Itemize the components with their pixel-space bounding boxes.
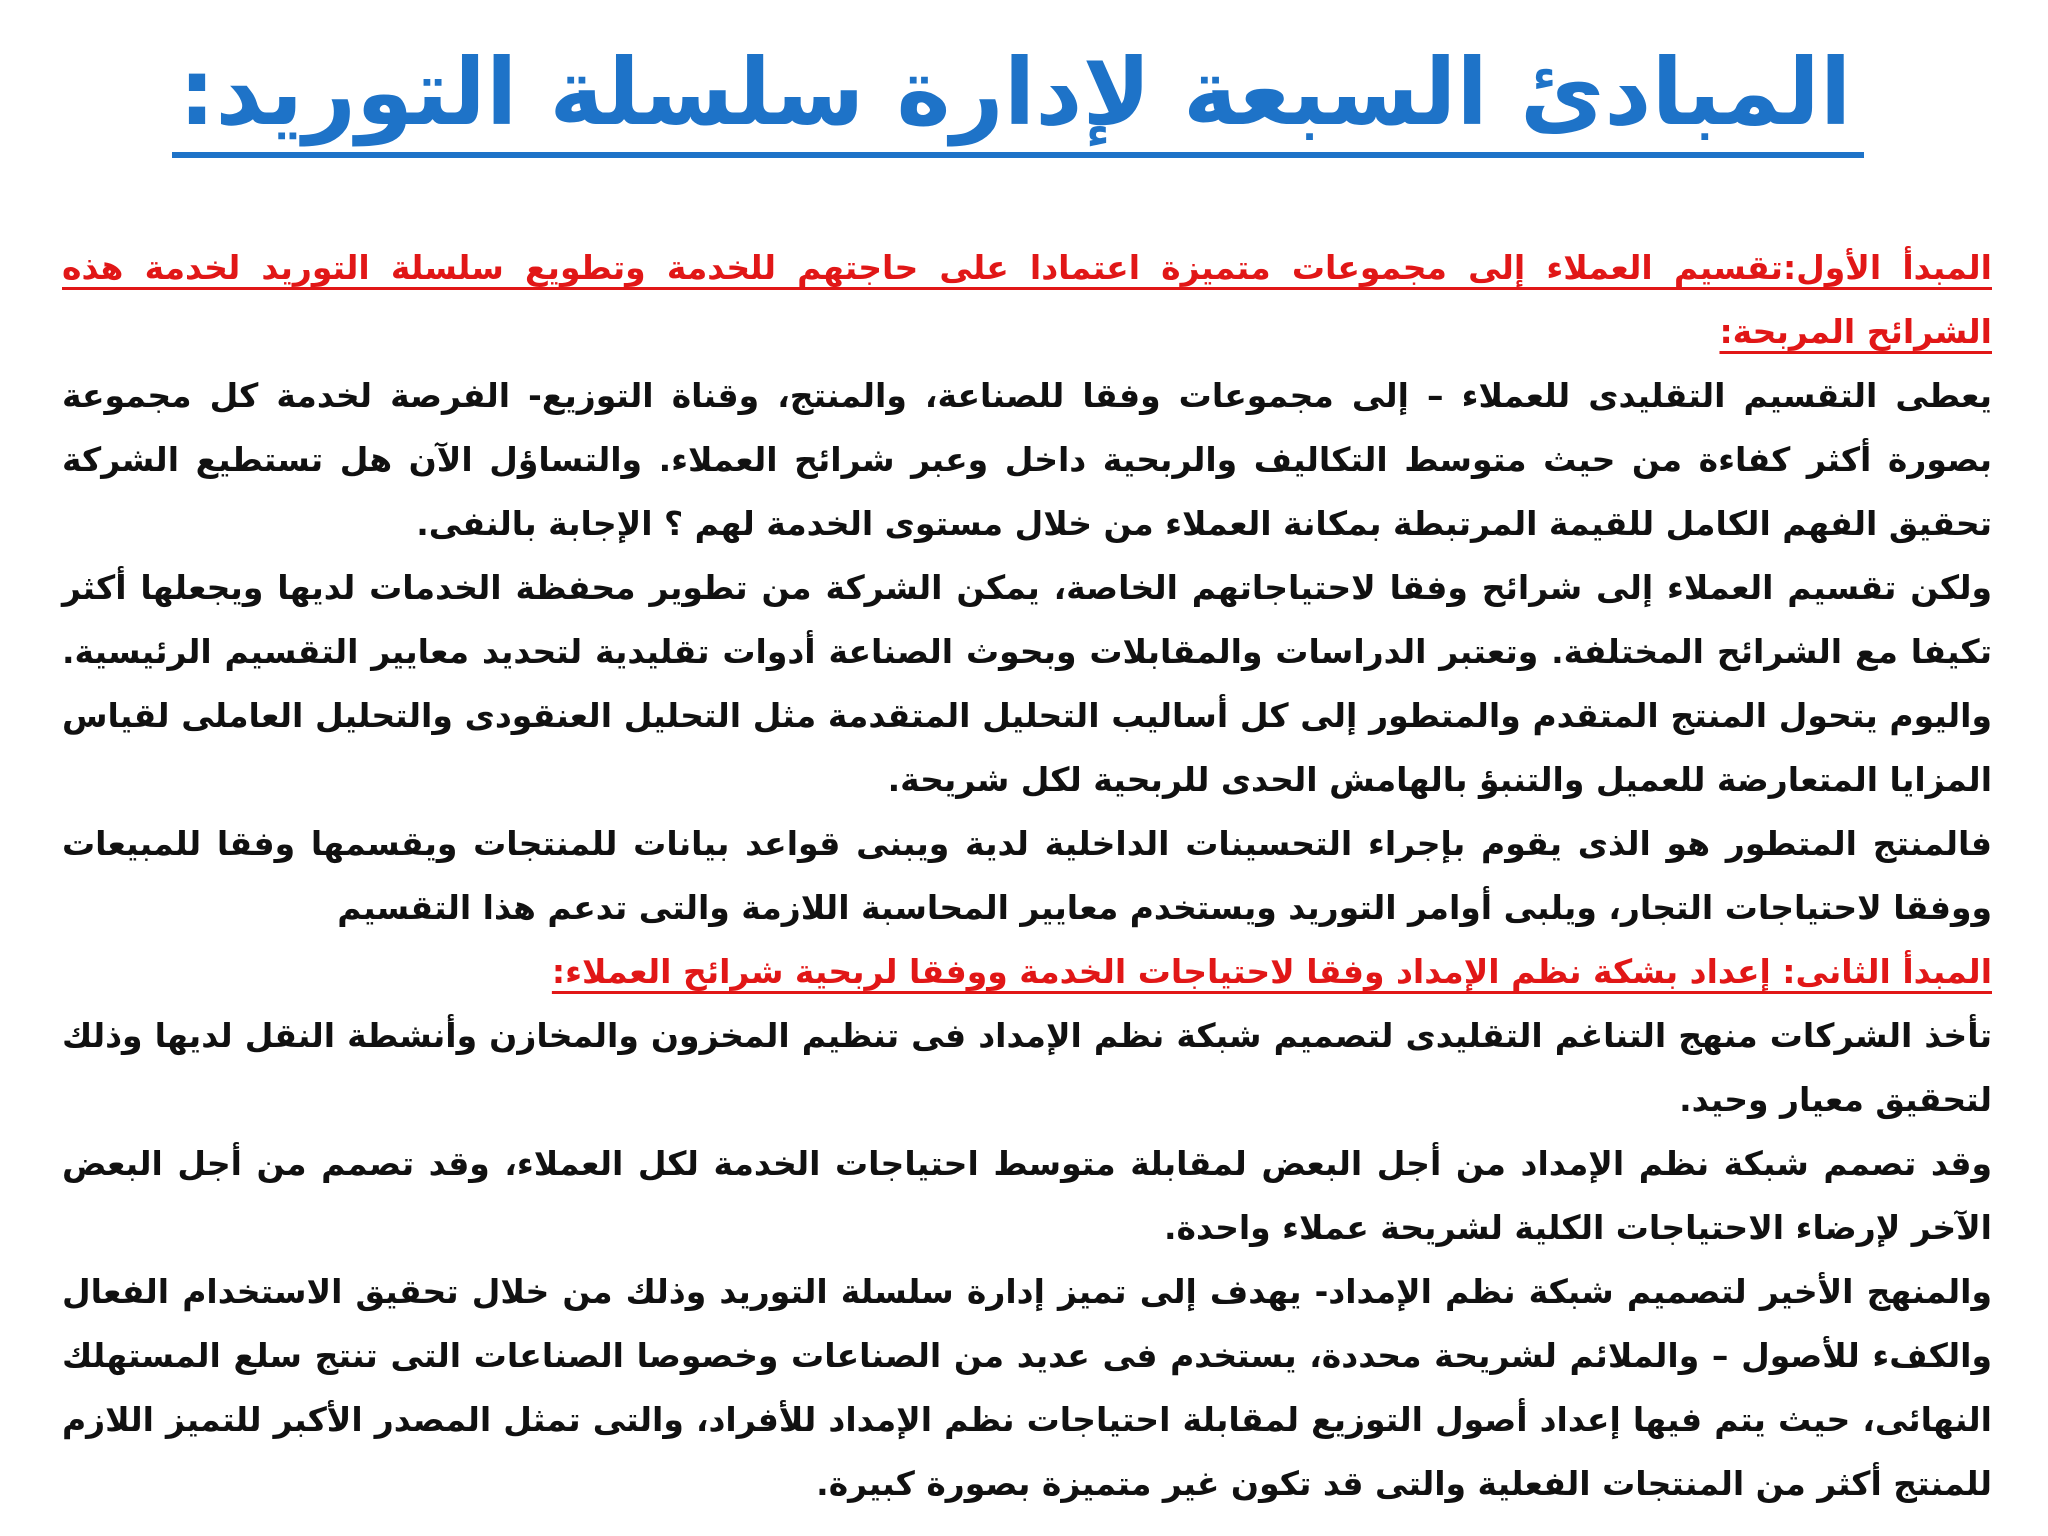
principle-2-paragraph: والمنهج الأخير لتصميم شبكة نظم الإمداد- يهدف إلى تميز إدارة سلسلة التوريد وذلك من خلال تحقيق الاستخدام الفعال والكفء للأصول – والملائم لشريحة محددة، يستخدم فى عديد من الصناعات وخصوصا الصناعات التى تنتج سلع المستهلك النهائى، حيث يتم فيها إعداد أصول التوزيع لمقابلة احتياجات نظم الإمداد للأفراد، والتى تمثل المصدر الأكبر للتميز اللازم للمنتج أكثر من المنتجات الفعلية والتى قد تكون غير متميزة بصورة كبيرة. bbox=[62, 1272, 1992, 1503]
principle-2-paragraph: وقد تصمم شبكة نظم الإمداد من أجل البعض لمقابلة متوسط احتياجات الخدمة لكل العملاء، وقد تصمم من أجل البعض الآخر لإرضاء الاحتياجات الكلية لشريحة عملاء واحدة. bbox=[62, 1144, 1992, 1247]
content-body bbox=[62, 236, 1992, 1516]
principle-1-heading: المبدأ الأول:تقسيم العملاء إلى مجموعات متميزة اعتمادا على حاجتهم للخدمة وتطويع سلسلة التوريد لخدمة هذه الشرائح المربحة: bbox=[62, 248, 1992, 351]
principle-1-paragraph: فالمنتج المتطور هو الذى يقوم بإجراء التحسينات الداخلية لدية ويبنى قواعد بيانات للمنتجات ويقسمها وفقا للمبيعات ووفقا لاحتياجات التجار، ويلبى أوامر التوريد ويستخدم معايير المحاسبة اللازمة والتى تدعم هذا التقسيم bbox=[62, 824, 1992, 927]
principle-2-paragraph: تأخذ الشركات منهج التناغم التقليدى لتصميم شبكة نظم الإمداد فى تنظيم المخزون والمخازن وأنشطة النقل لديها وذلك لتحقيق معيار وحيد. bbox=[62, 1016, 1992, 1119]
principle-2-heading: المبدأ الثانى: إعداد بشكة نظم الإمداد وفقا لاحتياجات الخدمة ووفقا لربحية شرائح العملاء: bbox=[551, 952, 1992, 991]
page-title: المبادئ السبعة لإدارة سلسلة التوريد: bbox=[178, 39, 1852, 146]
principle-1-paragraph: يعطى التقسيم التقليدى للعملاء – إلى مجموعات وفقا للصناعة، والمنتج، وقناة التوزيع- الفرصة لخدمة كل مجموعة بصورة أكثر كفاءة من حيث متوسط التكاليف والربحية داخل وعبر شرائح العملاء. والتساؤل الآن هل تستطيع الشركة تحقيق الفهم الكامل للقيمة المرتبطة بمكانة العملاء من خلال مستوى الخدمة لهم ؟ الإجابة بالنفى. bbox=[62, 376, 1992, 543]
title-underline bbox=[172, 152, 1864, 158]
principle-1-paragraph: ولكن تقسيم العملاء إلى شرائح وفقا لاحتياجاتهم الخاصة، يمكن الشركة من تطوير محفظة الخدمات لديها ويجعلها أكثر تكيفا مع الشرائح المختلفة. وتعتبر الدراسات والمقابلات وبحوث الصناعة أدوات تقليدية لتحديد معايير التقسيم الرئيسية. واليوم يتحول المنتج المتقدم والمتطور إلى كل أساليب التحليل المتقدمة مثل التحليل العنقودى والتحليل العاملى لقياس المزايا المتعارضة للعميل والتنبؤ بالهامش الحدى للربحية لكل شريحة. bbox=[62, 568, 1992, 799]
